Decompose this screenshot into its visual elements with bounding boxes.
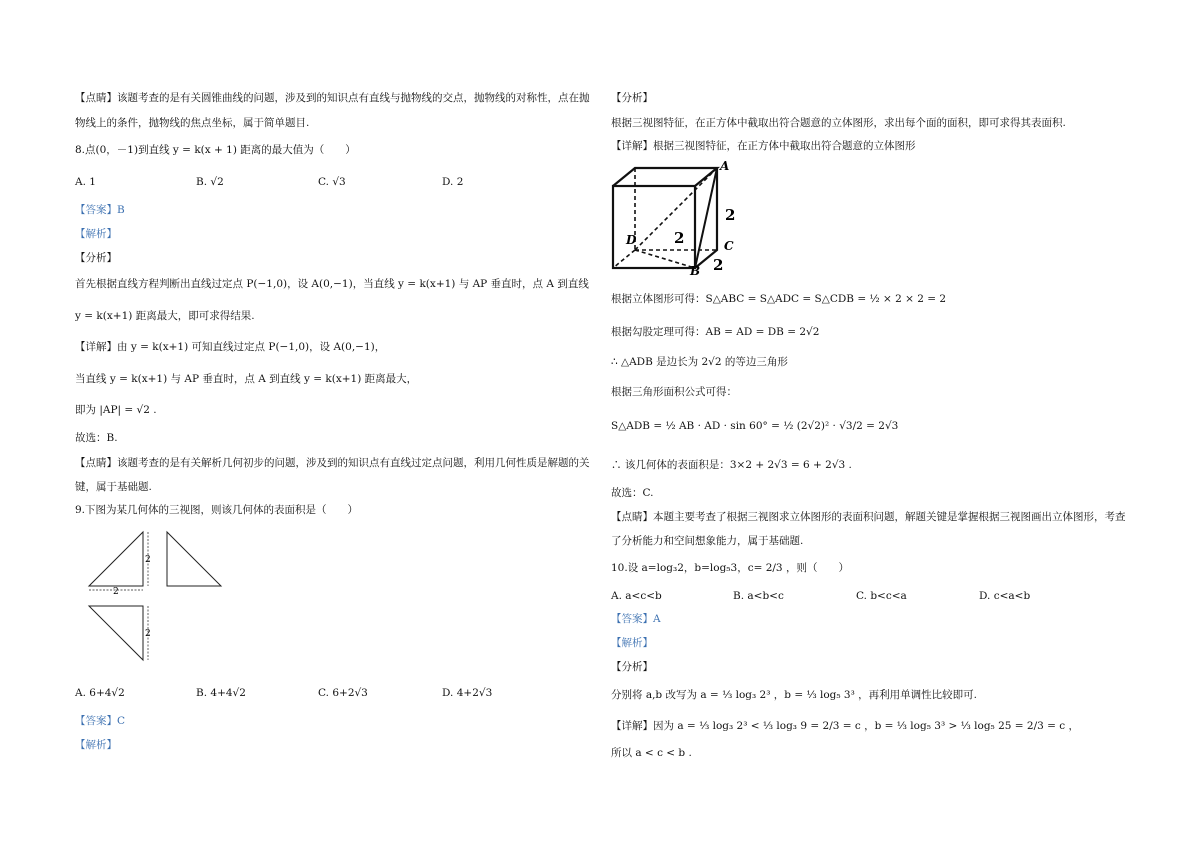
q8-note-line-2: 键，属于基础题. (75, 481, 152, 493)
question-10: 10.设 a=log₃2，b=log₅3，c= 2/3 ，则（ ） (611, 562, 849, 574)
q9-answer: 【答案】C (75, 715, 126, 727)
q8-detail-line-2: 当直线 y = k(x+1) 与 AP 垂直时，点 A 到直线 y = k(x+1) 距离最大， (75, 373, 418, 385)
q10-detail-line-2: 所以 a < c < b . (611, 747, 692, 759)
area-line-3: ∴ △ADB 是边长为 2√2 的等边三角形 (611, 356, 788, 368)
q10-fenxi-line: 分别将 a,b 改写为 a = ⅓ log₃ 2³ ，b = ⅓ log₅ 3³ ，再利用单调性比较即可. (611, 689, 977, 701)
q10-option-a: A. a<c<b (611, 590, 662, 602)
area-line-6: ∴ 该几何体的表面积是：3×2 + 2√3 = 6 + 2√3 . (611, 459, 852, 471)
q8-fenxi-line-1: 首先根据直线方程判断出直线过定点 P(−1,0)，设 A(0,−1)，当直线 y = k(x+1) 与 AP 垂直时，点 A 到直线 (75, 278, 589, 290)
q8-option-a: A. 1 (75, 176, 96, 188)
dim-front-height: 2 (145, 555, 151, 565)
note-line-2: 物线上的条件，抛物线的焦点坐标，属于简单题目. (75, 117, 310, 129)
cube-figure (609, 158, 749, 276)
area-line-4: 根据三角形面积公式可得： (611, 386, 737, 398)
three-view-figure (85, 528, 225, 668)
question-8: 8.点(0，－1)到直线 y = k(x + 1) 距离的最大值为（ ） (75, 144, 356, 156)
q10-jiexi: 【解析】 (611, 637, 653, 649)
q9-note-line-1: 【点睛】本题主要考查了根据三视图求立体图形的表面积问题，解题关键是掌握根据三视图画出立体图形，考查 (611, 511, 1126, 523)
area-line-7: 故选：C. (611, 487, 654, 499)
area-line-5: S△ADB = ½ AB · AD · sin 60° = ½ (2√2)² · √3/2 = 2√3 (611, 420, 899, 432)
q8-detail-line-4: 故选：B. (75, 432, 118, 444)
q10-detail-line-1: 【详解】因为 a = ⅓ log₃ 2³ < ⅓ log₃ 9 = 2/3 = c ，b = ⅓ log₅ 3³ > ⅓ log₅ 25 = 2/3 = c ， (611, 720, 1080, 732)
q9-option-b: B. 4+4√2 (196, 687, 246, 699)
q9-option-a: A. 6+4√2 (75, 687, 125, 699)
q10-option-c: C. b<c<a (856, 590, 907, 602)
cube-dim-bottom: 2 (713, 256, 724, 274)
q8-detail-line-1: 【详解】由 y = k(x+1) 可知直线过定点 P(−1,0)，设 A(0,−1)， (75, 341, 386, 353)
q10-option-d: D. c<a<b (979, 590, 1031, 602)
cube-label-d: D (626, 233, 637, 247)
q8-answer: 【答案】B (75, 204, 125, 216)
q8-jiexi: 【解析】 (75, 228, 117, 240)
dim-front-width: 2 (113, 587, 119, 597)
q10-answer: 【答案】A (611, 613, 661, 625)
cube-label-c: C (724, 239, 734, 253)
q9-jiexi: 【解析】 (75, 739, 117, 751)
area-line-1: 根据立体图形可得：S△ABC = S△ADC = S△CDB = ½ × 2 × 2 = 2 (611, 293, 947, 305)
area-line-2: 根据勾股定理可得：AB = AD = DB = 2√2 (611, 326, 820, 338)
q8-option-b: B. √2 (196, 176, 224, 188)
q9-option-d: D. 4+2√3 (442, 687, 493, 699)
cube-dim-right: 2 (725, 206, 736, 224)
cube-label-a: A (720, 159, 730, 173)
dim-top-height: 2 (145, 629, 151, 639)
q9-fenxi: 【分析】 (611, 92, 653, 104)
q8-option-c: C. √3 (318, 176, 346, 188)
q8-note-line-1: 【点睛】该题考查的是有关解析几何初步的问题，涉及到的知识点有直线过定点问题，利用几何性质是解题的关 (75, 457, 590, 469)
q9-detail-line: 【详解】根据三视图特征，在正方体中截取出符合题意的立体图形 (611, 140, 916, 152)
cube-label-b: B (690, 264, 701, 278)
q9-fenxi-line: 根据三视图特征，在正方体中截取出符合题意的立体图形，求出每个面的面积，即可求得其表面积. (611, 117, 1066, 129)
q8-fenxi-line-2: y = k(x+1) 距离最大，即可求得结果. (75, 310, 255, 322)
q8-fenxi: 【分析】 (75, 252, 117, 264)
q8-detail-line-3: 即为 |AP| = √2 . (75, 404, 157, 416)
q8-option-d: D. 2 (442, 176, 464, 188)
cube-dim-middle: 2 (674, 229, 685, 247)
q10-option-b: B. a<b<c (733, 590, 784, 602)
note-line-1: 【点睛】该题考查的是有关圆锥曲线的问题，涉及到的知识点有直线与抛物线的交点，抛物线的对称性，点在抛 (75, 92, 590, 104)
question-9: 9.下图为某几何体的三视图，则该几何体的表面积是（ ） (75, 504, 359, 516)
q9-note-line-2: 了分析能力和空间想象能力，属于基础题. (611, 535, 804, 547)
q10-fenxi: 【分析】 (611, 661, 653, 673)
q9-option-c: C. 6+2√3 (318, 687, 368, 699)
